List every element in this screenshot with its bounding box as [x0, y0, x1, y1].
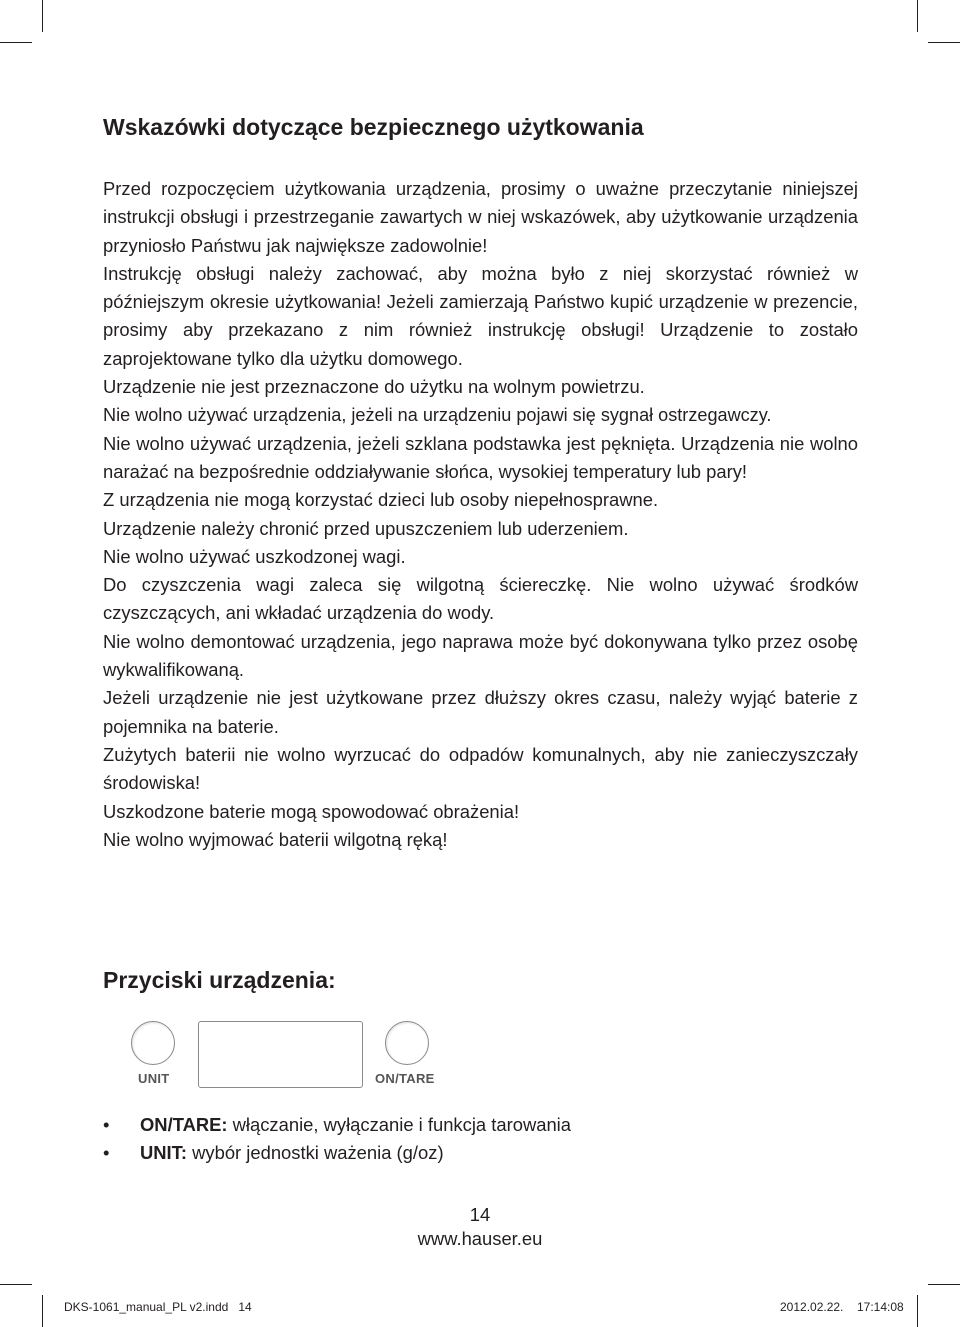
safety-paragraph: Nie wolno używać urządzenia, jeżeli szklana podstawka jest pęknięta. Urządzenia nie wolno narażać na bezpośrednie oddziaływanie słońca, wysokiej temperatury lub pary! — [103, 432, 858, 482]
crop-mark-bottom-right-h — [928, 1284, 960, 1285]
safety-paragraph: Urządzenie nie jest przeznaczone do użytku na wolnym powietrzu. — [103, 376, 645, 398]
crop-mark-bottom-left — [42, 1295, 43, 1327]
safety-paragraph: Instrukcję obsługi należy zachować, aby można było z niej skorzystać również w późniejszym okresie użytkowania! Jeżeli zamierzają Państwo kupić urządzenie w prezencie, prosimy aby przekazano z nim również instrukcję obsługi! Urządzenie to zostało zaprojektowane tylko dla użytku domowego. — [103, 262, 858, 369]
safety-paragraph: Jeżeli urządzenie nie jest użytkowane przez dłuższy okres czasu, należy wyjąć baterie z pojemnika na baterie. — [103, 687, 858, 737]
scale-display — [198, 1021, 363, 1088]
safety-paragraph: Nie wolno demontować urządzenia, jego naprawa może być dokonywana tylko przez osobę wykwalifikowaną. — [103, 630, 858, 681]
safety-text — [103, 175, 858, 854]
unit-button-icon — [131, 1021, 175, 1065]
crop-mark-bottom-left-h — [0, 1284, 32, 1285]
buttons-title: Przyciski urządzenia: — [103, 967, 336, 993]
on-tare-button-icon — [385, 1021, 429, 1065]
crop-mark-top-right — [917, 0, 918, 32]
safety-paragraph: Zużytych baterii nie wolno wyrzucać do odpadów komunalnych, aby nie zanieczyszczały środowiska! — [103, 743, 858, 794]
safety-paragraph: Nie wolno używać uszkodzonej wagi. — [103, 545, 406, 567]
list-item — [103, 1111, 863, 1139]
safety-paragraph: Nie wolno używać urządzenia, jeżeli na urządzeniu pojawi się sygnał ostrzegawczy. — [103, 405, 772, 426]
list-item-desc: włączanie, wyłączanie i funkcja tarowania — [227, 1114, 571, 1135]
footer-file: DKS-1061_manual_PL v2.indd 14 — [64, 1300, 252, 1314]
safety-paragraph: Do czyszczenia wagi zaleca się wilgotną ściereczkę. Nie wolno używać środków czyszczących, ani wkładać urządzenia do wody. — [103, 574, 858, 624]
safety-title: Wskazówki dotyczące bezpiecznego użytkowania — [103, 114, 644, 140]
list-item-desc: wybór jednostki ważenia (g/oz) — [187, 1142, 444, 1163]
crop-mark-bottom-right — [917, 1295, 918, 1327]
website-url: www.hauser.eu — [417, 1228, 543, 1249]
list-item-term: ON/TARE: — [140, 1114, 228, 1135]
list-item — [103, 1139, 863, 1167]
list-item-term: UNIT: — [140, 1142, 187, 1163]
safety-paragraph: Uszkodzone baterie mogą spowodować obrażenia! — [103, 800, 520, 822]
safety-paragraph: Nie wolno wyjmować baterii wilgotną ręką! — [103, 828, 448, 850]
page-number: 14 — [469, 1204, 491, 1225]
bullet-icon: • — [103, 1142, 110, 1163]
safety-paragraph: Z urządzenia nie mogą korzystać dzieci lub osoby niepełnosprawne. — [103, 489, 659, 511]
footer-date: 2012.02.22. — [780, 1300, 844, 1314]
safety-paragraph: Przed rozpoczęciem użytkowania urządzenia, prosimy o uważne przeczytanie niniejszej instrukcji obsługi i przestrzeganie zawartych w niej wskazówek, aby użytkowanie urządzenia przyniosło Państwu jak największe zadowolnie! — [103, 178, 858, 256]
unit-button-label: UNIT — [138, 1071, 170, 1086]
crop-mark-top-left-h — [0, 42, 32, 43]
footer-time: 17:14:08 — [857, 1300, 904, 1314]
on-tare-button-label: ON/TARE — [375, 1071, 435, 1086]
button-list — [103, 1111, 863, 1167]
crop-mark-top-right-h — [928, 42, 960, 43]
bullet-icon: • — [103, 1114, 110, 1135]
crop-mark-top-left — [42, 0, 43, 32]
safety-paragraph: Urządzenie należy chronić przed upuszczeniem lub uderzeniem. — [103, 517, 629, 539]
